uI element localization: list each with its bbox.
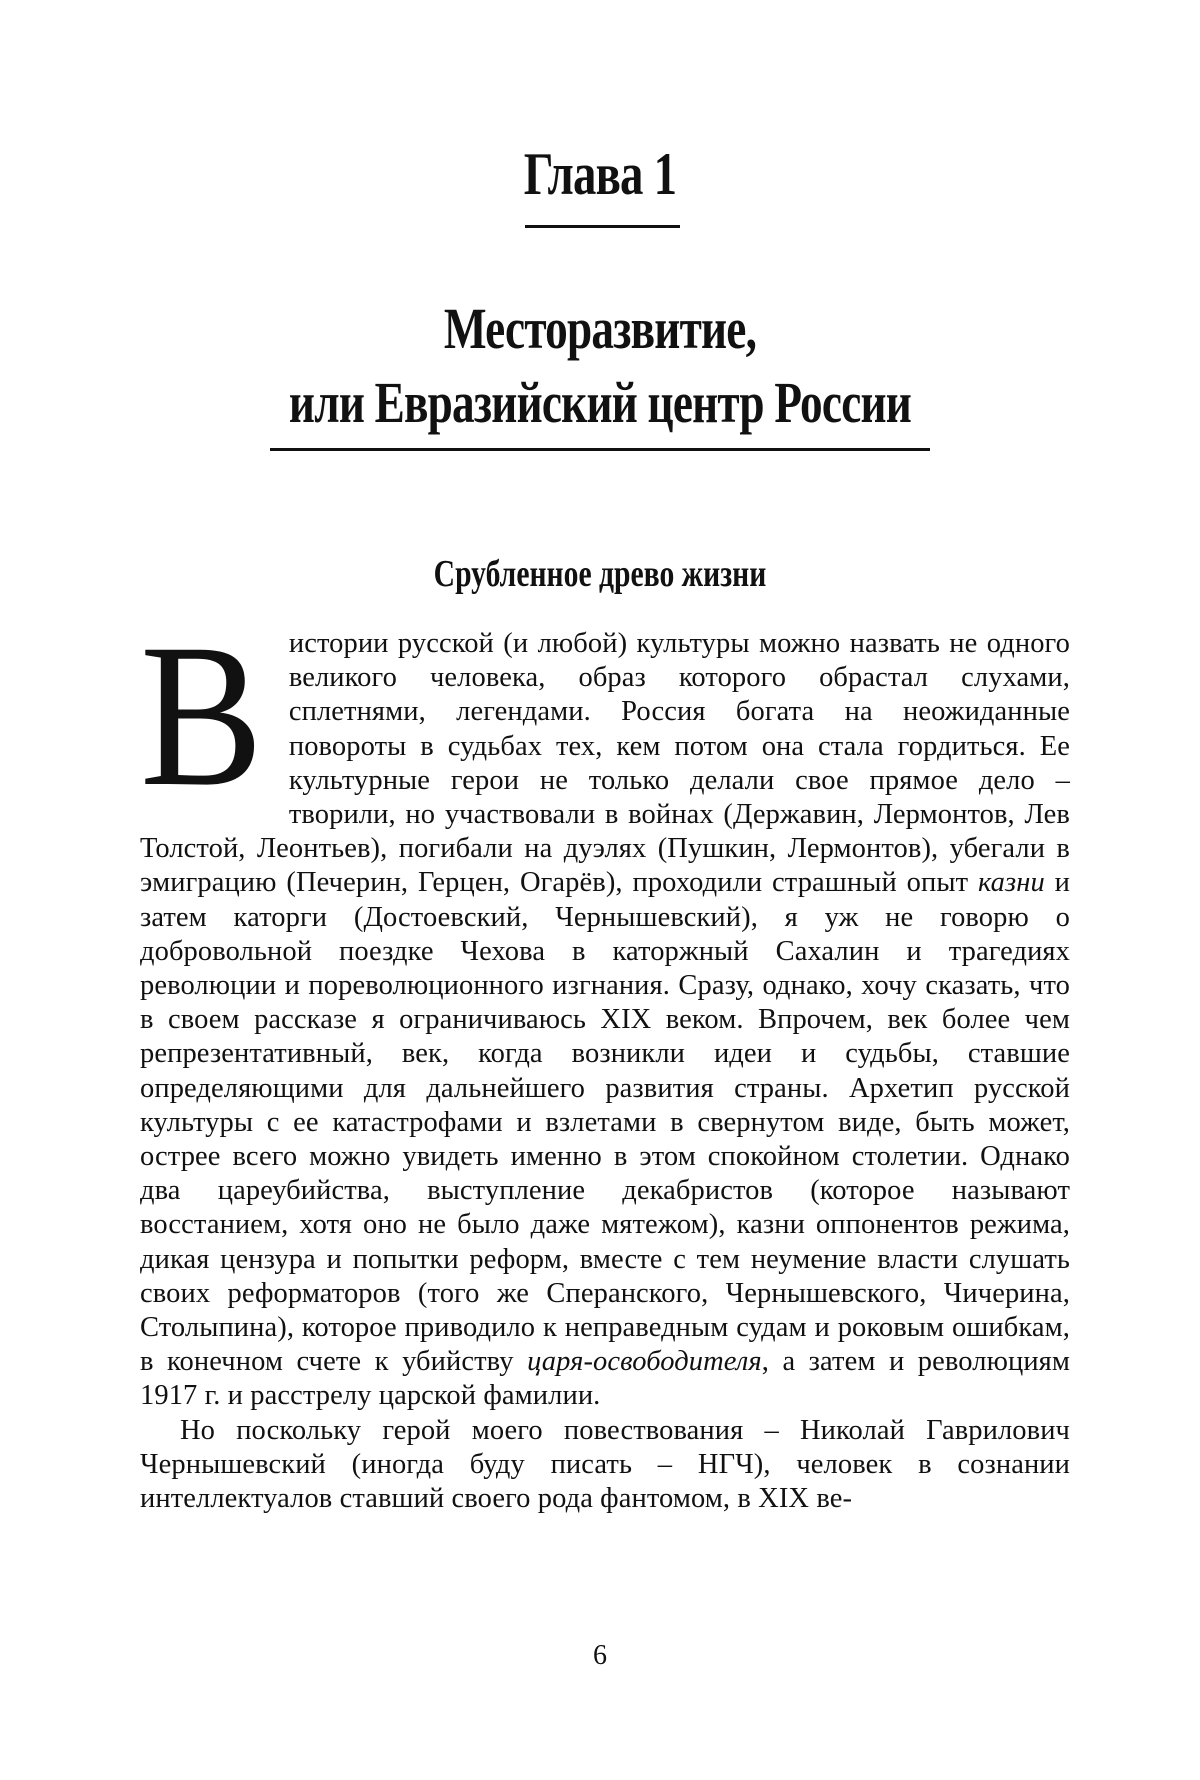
paragraph-1-part-a: истории русской (и любой) культуры можно назвать не одного великого человека, образ которого обрастал слухами, сплетнями, легендами. Россия богата на неожиданные повороты в судьбах тех, кем потом она стала гордиться. Ее культурные герои не только делали свое прямое дело – творили, но участвовали в войнах (Державин, Лермонтов, Лев Толстой, Леонтьев), погибали на дуэлях (Пушкин, Лермонтов), убегали в эмиграцию (Печерин, Герцен, Огарёв), проходили страшный опыт: [140, 628, 1070, 899]
chapter-title-line-1: Месторазвитие,: [443, 296, 757, 361]
paragraph-1: [140, 602, 1071, 1414]
chapter-title: [132, 292, 1068, 440]
paragraph-1-part-b: и затем каторги (Достоевский, Чернышевский), я уж не говорю о добровольной поездке Чехова в каторжный Сахалин и трагедиях революции и пореволюционного изгнания. Сразу, однако, хочу сказать, что в своем рассказе я ограничиваюсь XIX веком. Впрочем, век более чем репрезентативный, век, когда возникли идеи и судьбы, ставшие определяющими для дальнейшего развития страны. Архетип русской культуры с ее катастрофами и взлетами в свернутом виде, быть может, острее всего можно увидеть именно в этом спокойном столетии. Однако два цареубийства, выступление декабристов (которое называют восстанием, хотя оно не было даже мятежом), казни оппонентов режима, дикая цензура и попытки реформ, вместе с тем неумение власти слушать своих реформаторов (того же Сперанского, Чернышевского, Чичерина, Столыпина), которое приводило к неправедным судам и роковым ошибкам, в конечном счете к убийству: [140, 867, 1071, 1378]
chapter-title-line-2: или Евразийский центр России: [288, 370, 912, 435]
chapter-number: Глава 1: [523, 141, 677, 207]
paragraph-1-emphasis-2: царя-освободителя: [527, 1346, 762, 1378]
paragraph-2: Но поскольку герой моего повествования – Николай Гаврилович Чернышевский (иногда буду писать – НГЧ), человек в сознании интеллектуалов ставший своего рода фантомом, в XIX ве-: [140, 1414, 1070, 1515]
dropcap-letter: В: [140, 602, 264, 829]
chapter-title-rule: [270, 448, 930, 451]
paragraph-1-emphasis-1: казни: [977, 867, 1045, 899]
paragraph-1-part-c: , а затем и революциям 1917 г. и расстрелу царской фамилии.: [140, 1346, 1071, 1412]
body-text: [140, 602, 1071, 1516]
section-title: Срубленное древо жизни: [433, 553, 767, 595]
chapter-number-rule: [525, 225, 680, 228]
page-number: 6: [593, 1640, 607, 1671]
